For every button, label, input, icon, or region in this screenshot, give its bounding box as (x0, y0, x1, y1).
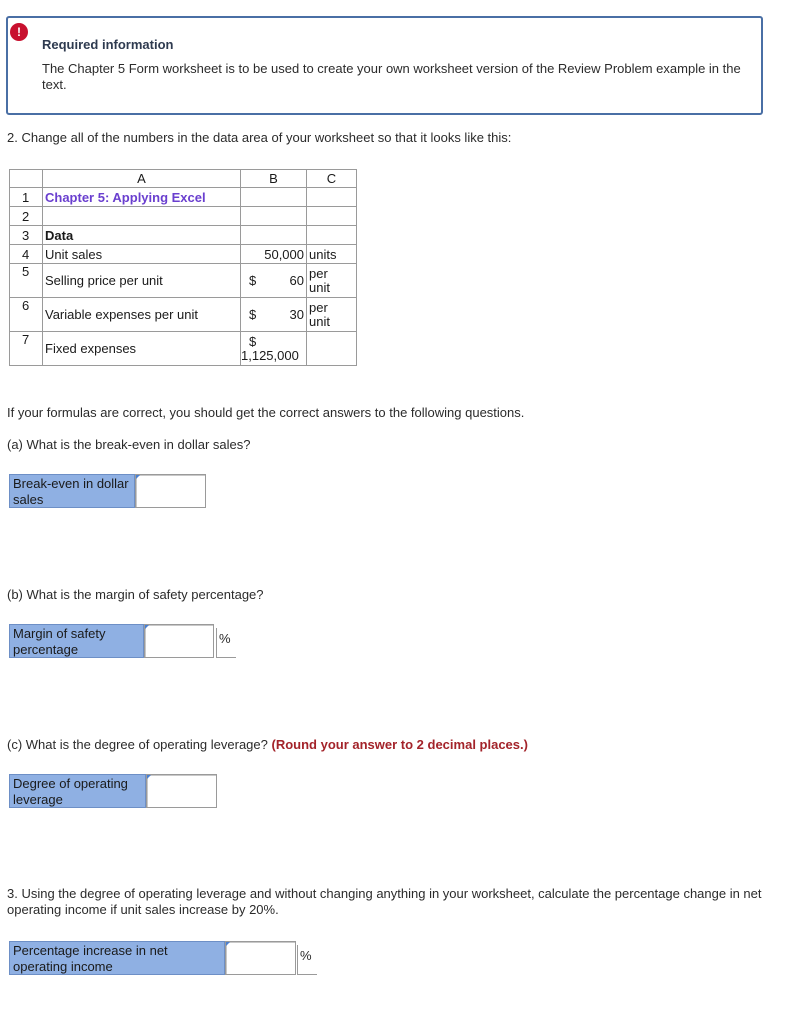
cell-b5-value: 60 (289, 273, 304, 288)
required-info-box (6, 16, 763, 115)
cell-c5 (307, 264, 357, 298)
row-number: 7 (10, 332, 43, 366)
col-header-a: A (43, 170, 241, 188)
cell-c1 (307, 188, 357, 207)
percent-unit: % (297, 945, 317, 975)
required-info-title: Required information (42, 37, 174, 52)
column-header-row (10, 170, 357, 188)
cell-c6 (307, 298, 357, 332)
row-number: 4 (10, 245, 43, 264)
cell-b6-value: 30 (289, 307, 304, 322)
degree-of-leverage-label: Degree of operating leverage (9, 774, 146, 808)
break-even-label: Break-even in dollar sales (9, 474, 135, 508)
rounding-note: (Round your answer to 2 decimal places.) (271, 737, 528, 752)
cell-c6-line1: per (309, 299, 328, 315)
cell-b3 (241, 226, 307, 245)
cell-c5-line1: per (309, 265, 328, 281)
question-c-text: (c) What is the degree of operating leverage? (7, 737, 268, 752)
dollar-sign: $ (249, 307, 257, 322)
cell-a2 (43, 207, 241, 226)
sheet-row-5 (10, 264, 357, 298)
sheet-row-1 (10, 188, 357, 207)
instruction-2: 2. Change all of the numbers in the data area of your worksheet so that it looks like this: (7, 130, 512, 145)
cell-c2 (307, 207, 357, 226)
dollar-sign: $ (249, 273, 257, 288)
cell-b7 (241, 332, 307, 366)
corner-cell (10, 170, 43, 188)
cell-a7: Fixed expenses (43, 332, 241, 366)
sheet-title-cell: Chapter 5: Applying Excel (43, 188, 241, 207)
cell-a3: Data (43, 226, 241, 245)
question-c (7, 737, 528, 753)
cell-b1 (241, 188, 307, 207)
percent-unit: % (216, 628, 236, 658)
break-even-input[interactable] (135, 474, 206, 508)
cell-c3 (307, 226, 357, 245)
margin-of-safety-label: Margin of safety percentage (9, 624, 144, 658)
sheet-row-3 (10, 226, 357, 245)
cell-a4: Unit sales (43, 245, 241, 264)
percentage-increase-input[interactable] (225, 941, 296, 975)
cell-b5 (241, 264, 307, 298)
instruction-3: 3. Using the degree of operating leverage and without changing anything in your worksheet, calculate the percentage change in net operating income if unit sales increase by 20%. (7, 886, 762, 917)
degree-of-leverage-input[interactable] (146, 774, 217, 808)
row-number: 5 (10, 264, 43, 298)
cell-b4: 50,000 (241, 245, 307, 264)
row-number: 1 (10, 188, 43, 207)
cell-c4: units (307, 245, 357, 264)
cell-c7 (307, 332, 357, 366)
question-a: (a) What is the break-even in dollar sales? (7, 437, 251, 452)
cell-a6: Variable expenses per unit (43, 298, 241, 332)
cell-a5: Selling price per unit (43, 264, 241, 298)
sheet-row-6 (10, 298, 357, 332)
sheet-row-4 (10, 245, 357, 264)
row-number: 6 (10, 298, 43, 332)
alert-icon: ! (10, 23, 28, 41)
row-number: 3 (10, 226, 43, 245)
required-info-body: The Chapter 5 Form worksheet is to be used to create your own worksheet version of the Review Problem example in the text. (42, 61, 741, 92)
col-header-b: B (241, 170, 307, 188)
row-number: 2 (10, 207, 43, 226)
percentage-increase-label: Percentage increase in net operating income (9, 941, 225, 975)
cell-b7-value: 1,125,000 (241, 347, 299, 363)
cell-b2 (241, 207, 307, 226)
question-b: (b) What is the margin of safety percentage? (7, 587, 264, 602)
sheet-row-7 (10, 332, 357, 366)
dollar-sign: $ (249, 333, 257, 349)
cell-c6-line2: unit (309, 313, 330, 329)
cell-c5-line2: unit (309, 279, 330, 295)
margin-of-safety-input[interactable] (144, 624, 214, 658)
sheet-row-2 (10, 207, 357, 226)
worksheet-table (9, 169, 357, 366)
cell-b6 (241, 298, 307, 332)
questions-intro: If your formulas are correct, you should get the correct answers to the following questions. (7, 405, 525, 420)
col-header-c: C (307, 170, 357, 188)
